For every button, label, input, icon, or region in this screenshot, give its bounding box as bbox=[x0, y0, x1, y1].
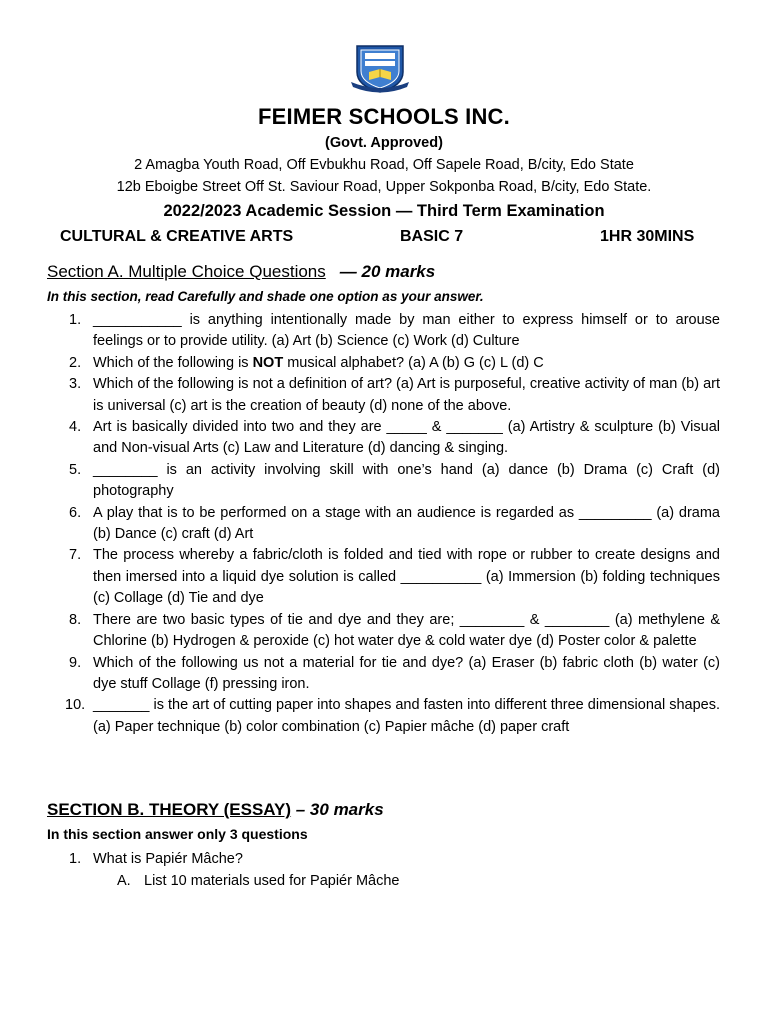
exam-session: 2022/2023 Academic Session — Third Term Examination bbox=[163, 202, 605, 220]
question-4: 4. Art is basically divided into two and they are _____ & _______ (a) Artistry & sculpture (b) Visual and Non-visual Arts (c) Law and Literature (d) dancing & singing. bbox=[69, 419, 720, 457]
theory-list bbox=[47, 848, 720, 892]
question-5: 5. ________ is an activity involving skill with one’s hand (a) dance (b) Drama (c) Craft (d) photography bbox=[69, 461, 720, 500]
address-line-1: 2 Amagba Youth Road, Off Evbukhu Road, Off Sapele Road, B/city, Edo State bbox=[134, 157, 634, 173]
question-1: 1. ___________ is anything intentionally made by man either to express himself or to arouse feelings or to provide utility. (a) Art (b) Science (c) Work (d) Culture bbox=[69, 312, 720, 350]
address-line-2: 12b Eboigbe Street Off St. Saviour Road, Upper Sokponba Road, B/city, Edo State. bbox=[116, 179, 652, 195]
section-b-title: SECTION B. THEORY (ESSAY) bbox=[47, 800, 292, 819]
section-a-marks: — 20 marks bbox=[339, 262, 436, 281]
subject-name: CULTURAL & CREATIVE ARTS bbox=[60, 228, 294, 245]
feimer-schools-crest-icon bbox=[347, 42, 413, 94]
class-level: BASIC 7 bbox=[400, 228, 464, 245]
subject-row bbox=[60, 228, 710, 250]
question-10: 10. _______ is the art of cutting paper into shapes and fasten into different three dimensional shapes. (a) Paper technique (b) color combination (c) Papier mâche (d) paper craft bbox=[65, 697, 720, 735]
theory-question-1: 1. What is Papiér Mâche? bbox=[69, 851, 243, 867]
section-a-title: Section A. Multiple Choice Questions bbox=[47, 262, 326, 281]
question-7: 7. The process whereby a fabric/cloth is folded and tied with rope or rubber to create designs and then imersed into a liquid dye solution is called __________ (a) Immersion (b) folding techniques (c) Collage (d) Tie and dye bbox=[69, 547, 720, 607]
exam-duration: 1HR 30MINS bbox=[600, 228, 695, 245]
approval-note: (Govt. Approved) bbox=[325, 135, 443, 151]
section-b-heading bbox=[47, 800, 384, 820]
question-6: 6. A play that is to be performed on a stage with an audience is regarded as _________ (a) drama (b) Dance (c) craft (d) Art bbox=[69, 504, 720, 543]
question-9: 9. Which of the following us not a material for tie and dye? (a) Eraser (b) fabric cloth (b) water (c) dye stuff Collage (f) pressing iron. bbox=[69, 654, 720, 692]
theory-question-1a: A. List 10 materials used for Papiér Mâche bbox=[117, 873, 400, 889]
multiple-choice-list bbox=[47, 310, 720, 738]
question-8: 8. There are two basic types of tie and dye and they are; ________ & ________ (a) methylene & Chlorine (b) Hydrogen & peroxide (c) hot water dye & cold water dye (d) Poster color & palette bbox=[69, 611, 720, 650]
section-a-heading bbox=[47, 262, 435, 282]
section-a-instruction: In this section, read Carefully and shade one option as your answer. bbox=[47, 289, 484, 304]
section-b-instruction: In this section answer only 3 questions bbox=[47, 826, 308, 842]
question-3: 3. Which of the following is not a definition of art? (a) Art is purposeful, creative activity of man (b) art is universal (c) art is the creation of beauty (d) none of the above. bbox=[69, 376, 721, 414]
question-2: 2. Which of the following is NOT musical alphabet? (a) A (b) G (c) L (d) C bbox=[69, 354, 544, 371]
section-b-marks: – 30 marks bbox=[291, 800, 384, 819]
school-name: FEIMER SCHOOLS INC. bbox=[258, 104, 510, 129]
